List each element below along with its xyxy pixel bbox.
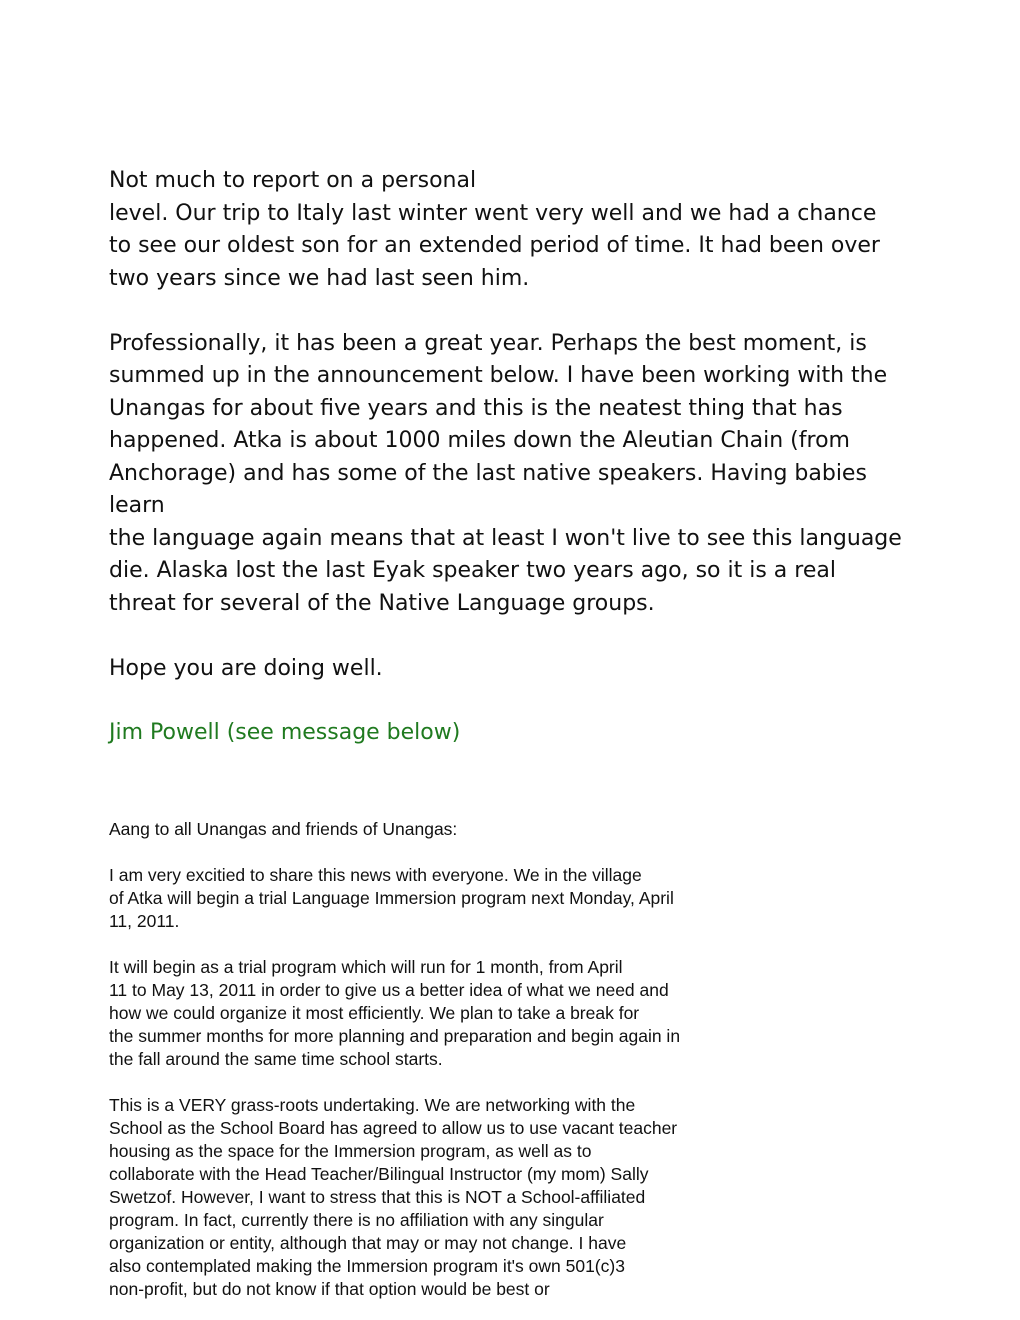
paragraph-gap: [109, 841, 809, 864]
email-paragraph-1: [109, 864, 809, 933]
text-line: how we could organize it most efficiently. We plan to take a break for: [109, 1003, 640, 1023]
text-line: 11 to May 13, 2011 in order to give us a better idea of what we need and: [109, 980, 669, 1000]
text-line: non-profit, but do not know if that option would be best or: [109, 1279, 550, 1299]
text-line: This is a VERY grass-roots undertaking. We are networking with the: [109, 1095, 636, 1115]
paragraph-gap: [109, 1071, 809, 1094]
text-line: of Atka will begin a trial Language Immersion program next Monday, April: [109, 888, 674, 908]
signature: Jim Powell (see message below): [109, 720, 461, 745]
letter-paragraph-1: [109, 165, 909, 295]
text-line: Hope you are doing well.: [109, 655, 383, 681]
text-line: level. Our trip to Italy last winter went very well and we had a chance: [109, 200, 877, 226]
forwarded-message: [109, 818, 809, 1301]
paragraph-gap: [109, 933, 809, 956]
text-line: Not much to report on a personal: [109, 168, 477, 193]
paragraph-gap: [109, 295, 909, 328]
text-line: threat for several of the Native Language groups.: [109, 590, 655, 616]
text-line: organization or entity, although that may or may not change. I have: [109, 1233, 627, 1253]
email-paragraph-3: [109, 1094, 809, 1301]
text-line: also contemplated making the Immersion program it's own 501(c)3: [109, 1256, 625, 1276]
text-line: I am very excitied to share this news with everyone. We in the village: [109, 865, 642, 885]
text-line: the fall around the same time school starts.: [109, 1049, 443, 1069]
text-line: to see our oldest son for an extended period of time. It had been over: [109, 233, 880, 258]
text-line: It will begin as a trial program which will run for 1 month, from April: [109, 957, 623, 977]
personal-letter: [109, 165, 909, 685]
email-paragraph-2: [109, 956, 809, 1071]
text-line: housing as the space for the Immersion program, as well as to: [109, 1141, 592, 1161]
text-line: summed up in the announcement below. I have been working with the: [109, 363, 888, 388]
text-line: Professionally, it has been a great year. Perhaps the best moment, is: [109, 330, 867, 356]
letter-paragraph-3: [109, 653, 909, 686]
text-line: Unangas for about five years and this is the neatest thing that has: [109, 395, 843, 421]
text-line: collaborate with the Head Teacher/Bilingual Instructor (my mom) Sally: [109, 1164, 649, 1184]
text-line: School as the School Board has agreed to allow us to use vacant teacher: [109, 1118, 678, 1138]
text-line: Swetzof. However, I want to stress that this is NOT a School-affiliated: [109, 1187, 646, 1207]
letter-paragraph-2: [109, 328, 909, 621]
text-line: Anchorage) and has some of the last native speakers. Having babies: [109, 460, 867, 486]
text-line: program. In fact, currently there is no affiliation with any singular: [109, 1210, 604, 1230]
text-line: 11, 2011.: [109, 911, 180, 931]
paragraph-gap: [109, 620, 909, 653]
email-greeting: Aang to all Unangas and friends of Unangas:: [109, 819, 458, 839]
text-line: happened. Atka is about 1000 miles down the Aleutian Chain (from: [109, 428, 850, 453]
text-line: two years since we had last seen him.: [109, 265, 530, 291]
text-line: the language again means that at least I won't live to see this language: [109, 525, 902, 551]
text-line: the summer months for more planning and preparation and begin again in: [109, 1026, 681, 1046]
text-line: die. Alaska lost the last Eyak speaker two years ago, so it is a real: [109, 558, 836, 583]
text-line: learn: [109, 493, 165, 518]
